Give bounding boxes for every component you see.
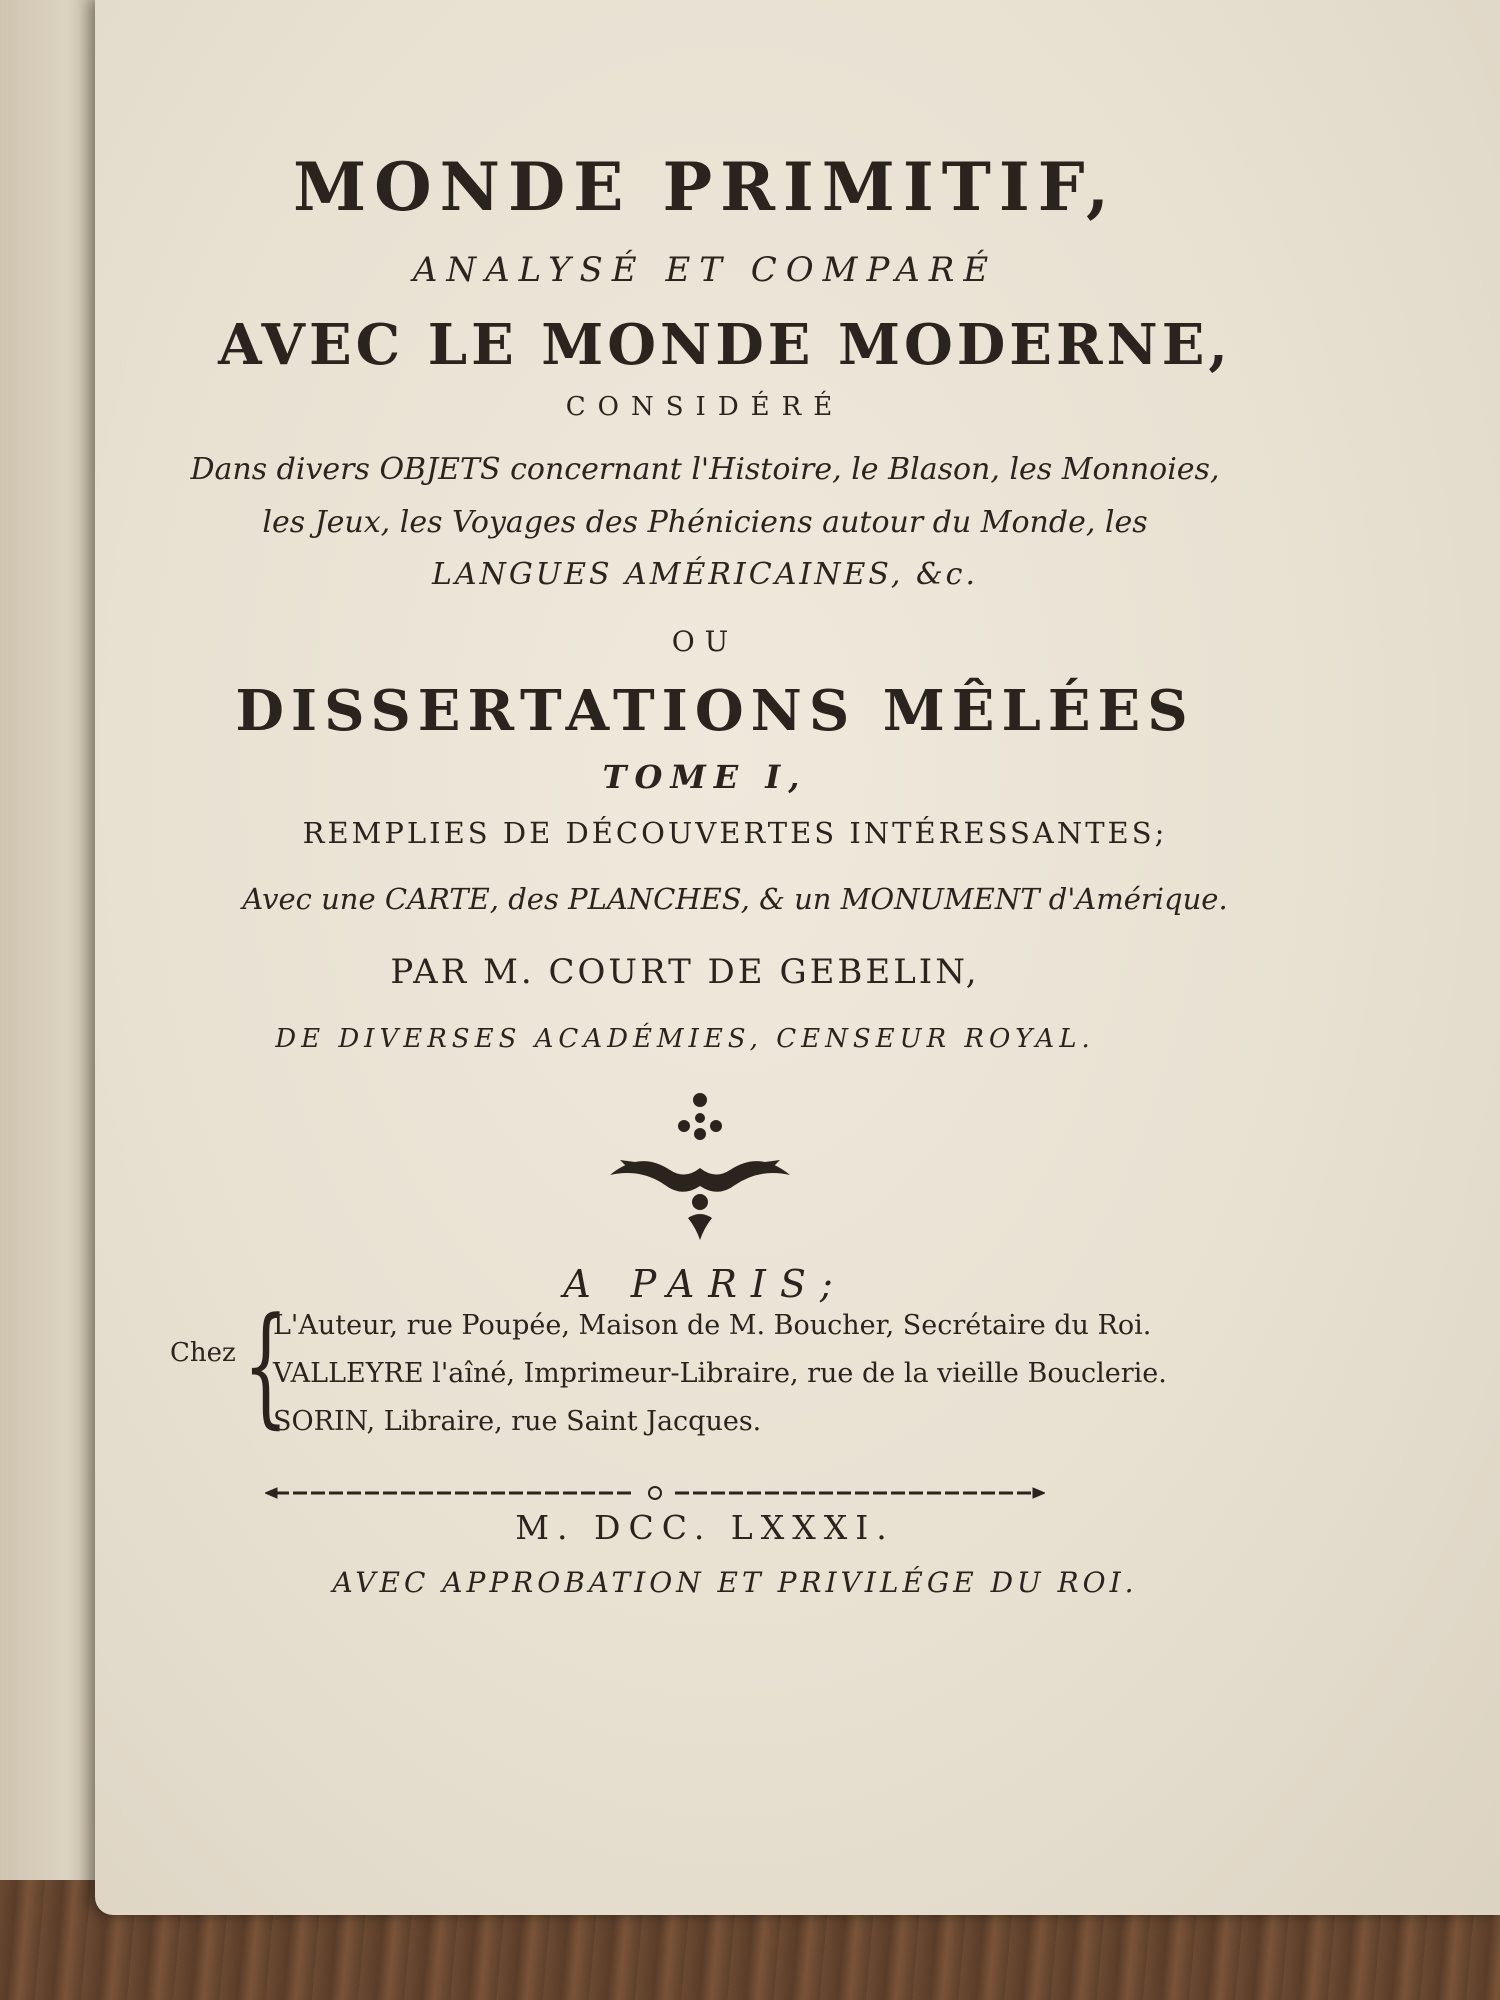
dissertations-title: DISSERTATIONS MÊLÉES [235,678,1195,744]
approbation-line: AVEC APPROBATION ET PRIVILÉGE DU ROI. [332,1566,1138,1599]
author-line: PAR M. COURT DE GEBELIN, [390,952,980,992]
main-title: MONDE PRIMITIF, [293,148,1117,226]
description-line-2: les Jeux, les Voyages des Phéniciens autour du Monde, les [262,505,1148,540]
facing-page-edge [0,0,110,1880]
address-line-2: VALLEYRE l'aîné, Imprimeur-Libraire, rue de la vieille Bouclerie. [273,1358,1167,1389]
address-line-3: SORIN, Libraire, rue Saint Jacques. [273,1406,762,1437]
description-line-3: LANGUES AMÉRICAINES, &c. [431,557,978,592]
fleuron-ornament-icon [600,1090,800,1250]
secondary-title: AVEC LE MONDE MODERNE, [218,312,1232,378]
chez-label: Chez [170,1338,236,1368]
illustrations-line: Avec une CARTE, des PLANCHES, & un MONUMENT d'Amérique. [242,882,1228,916]
place-of-publication: A PARIS; [563,1262,847,1306]
address-line-1: L'Auteur, rue Poupée, Maison de M. Boucher, Secrétaire du Roi. [273,1310,1152,1341]
description-line-1: Dans divers OBJETS concernant l'Histoire, le Blason, les Monnoies, [190,452,1220,487]
ou-label: OU [671,625,739,658]
remplies-line: REMPLIES DE DÉCOUVERTES INTÉRESSANTES; [302,816,1168,850]
brace-icon: { [243,1289,289,1441]
title-page-text [95,0,1500,1915]
subtitle: ANALYSÉ ET COMPARÉ [412,250,998,290]
title-page [95,0,1500,1915]
academies-line: DE DIVERSES ACADÉMIES, CENSEUR ROYAL. [275,1024,1095,1054]
decorative-rule-icon [265,1486,1045,1500]
considere-label: CONSIDÉRÉ [565,392,845,422]
publication-year: M. DCC. LXXXI. [515,1508,895,1547]
volume-label: TOME I, [602,758,808,796]
